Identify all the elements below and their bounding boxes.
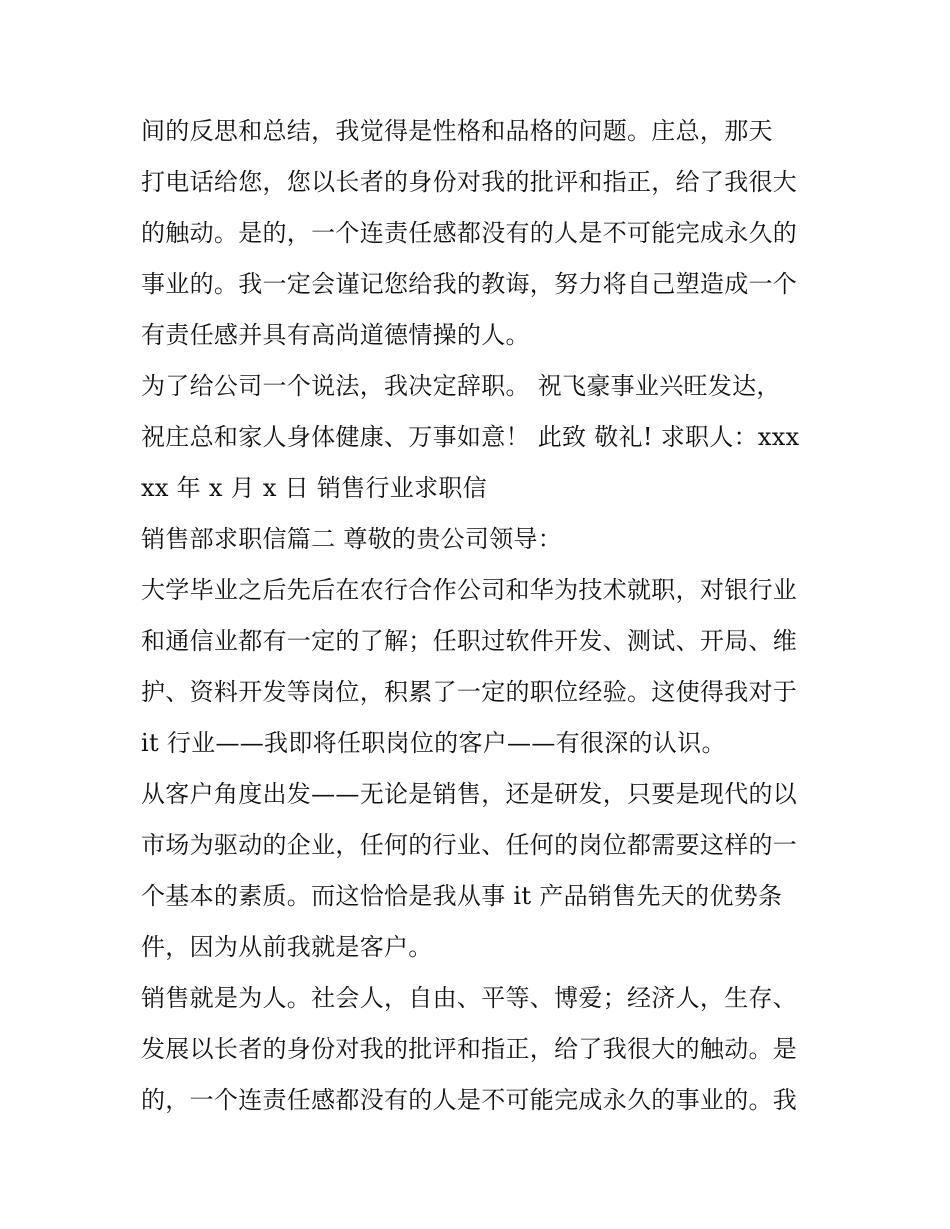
text-line: 和通信业都有一定的了解；任职过软件开发、测试、开局、维 [141,627,798,655]
text-line: 事业的。我一定会谨记您给我的教诲，努力将自己塑造成一个 [141,270,798,298]
text-line: 销售部求职信篇二 尊敬的贵公司领导： [141,525,563,553]
text-line: 件，因为从前我就是客户。 [141,933,433,961]
text-line: 祝庄总和家人身体健康、万事如意！ 此致 敬礼! 求职人：xxx [141,423,800,451]
text-line: 有责任感并具有高尚道德情操的人。 [141,321,530,349]
text-line: 大学毕业之后先后在农行合作公司和华为技术就职，对银行业 [141,576,798,604]
text-line: 的，一个连责任感都没有的人是不可能完成永久的事业的。我 [141,1086,798,1114]
document-body [141,106,821,1126]
text-line: 打电话给您，您以长者的身份对我的批评和指正，给了我很大 [141,168,798,196]
text-line: 个基本的素质。而这恰恰是我从事 it 产品销售先天的优势条 [141,882,783,910]
text-line: 销售就是为人。社会人，自由、平等、博爱；经济人，生存、 [141,984,798,1012]
text-line: 从客户角度出发——无论是销售，还是研发，只要是现代的以 [141,780,798,808]
text-line: 市场为驱动的企业，任何的行业、任何的岗位都需要这样的一 [141,831,798,859]
text-line: 护、资料开发等岗位，积累了一定的职位经验。这使得我对于 [141,678,798,706]
text-line: 为了给公司一个说法，我决定辞职。 祝飞豪事业兴旺发达， [141,372,781,400]
text-line: xx 年 x 月 x 日 销售行业求职信 [141,474,487,502]
text-line: 间的反思和总结，我觉得是性格和品格的问题。庄总，那天 [141,117,773,145]
text-line: 发展以长者的身份对我的批评和指正，给了我很大的触动。是 [141,1035,798,1063]
text-line: 的触动。是的，一个连责任感都没有的人是不可能完成永久的 [141,219,798,247]
text-line: it 行业——我即将任职岗位的客户——有很深的认识。 [141,729,726,757]
